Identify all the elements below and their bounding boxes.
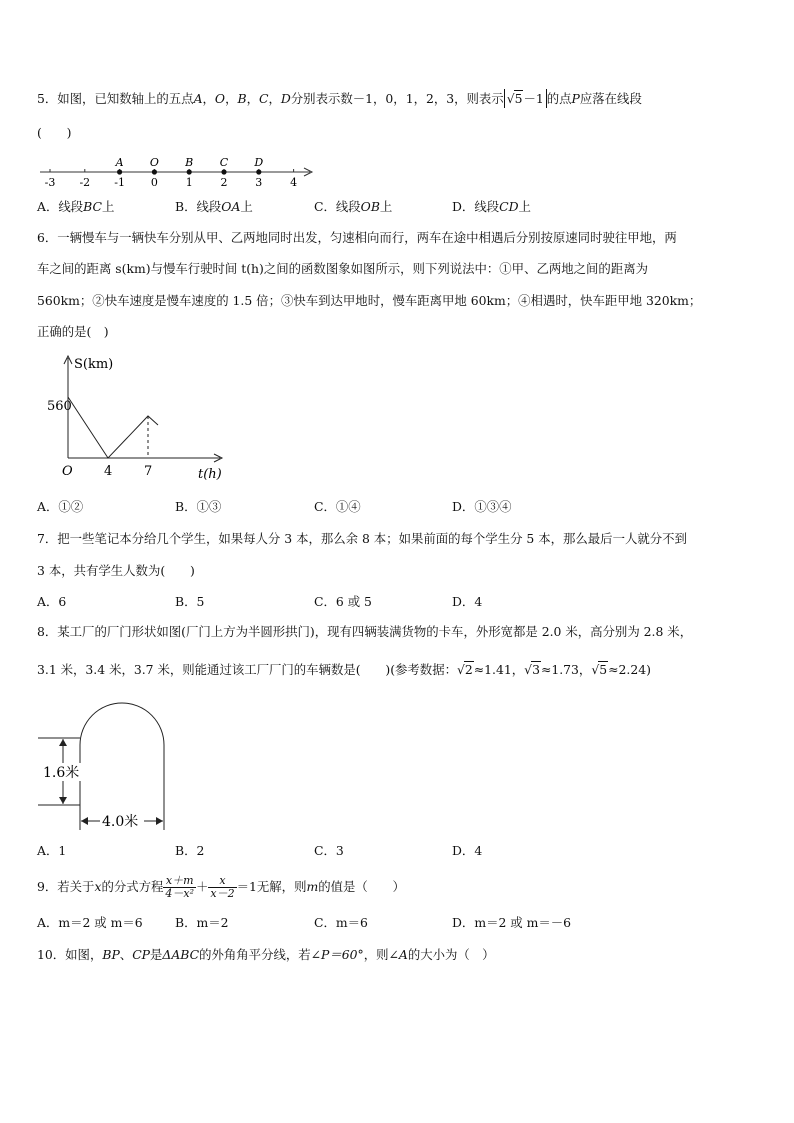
q6-graph-xtick-7: 7 [144, 464, 153, 479]
q9-fraction-2: $\frac{x}{x-2}$ [210, 874, 235, 900]
q8-height-label: 1.6米 [43, 765, 80, 781]
q5-number-line [36, 155, 316, 191]
q9-option-b[interactable]: B．m＝2 [175, 915, 229, 930]
q6-graph-xlabel: t(h) [198, 467, 222, 482]
number-line-point-label: C [219, 156, 229, 169]
number-line-tick-label: 0 [150, 176, 158, 189]
q8-stem-line2: 3.1 米，3.4 米，3.7 米，则能通过该工厂厂门的车辆数是( )(参考数据：√2≈1.41，√3≈1.73，√5≈2.24) [37, 662, 651, 677]
q9-fraction-1: $\frac{x+m}{\text{4－x²}}$ [165, 874, 195, 900]
q10-number: 10． [37, 947, 66, 962]
number-line-point [187, 169, 192, 174]
number-line-point [152, 169, 157, 174]
number-line-tick-label: -1 [114, 176, 125, 189]
q8-stem-line1: 8．某工厂的厂门形状如图(厂门上方为半圆形拱门)，现有四辆装满货物的卡车，外形宽都是 2.0 米，高分别为 2.8 米， [37, 624, 693, 639]
q5-option-a[interactable]: A．线段BC上 [37, 199, 115, 214]
q8-number: 8． [37, 624, 58, 639]
q6-graph-xtick-4: 4 [104, 464, 113, 479]
q5-option-d[interactable]: D．线段CD上 [452, 199, 531, 214]
q8-option-c[interactable]: C．3 [314, 843, 344, 858]
q6-graph-ylabel: S(km) [74, 357, 114, 372]
number-line-tick-label: -2 [79, 176, 91, 189]
q9-number: 9． [37, 879, 58, 894]
q9-option-c[interactable]: C．m＝6 [314, 915, 368, 930]
q6-stem-line3: 560km；②快车速度是慢车速度的 1.5 倍；③快车到达甲地时，慢车距离甲地 60km；④相遇时，快车距甲地 320km； [37, 293, 702, 308]
q8-options [37, 843, 757, 859]
number-line-point [117, 169, 122, 174]
q6-option-c[interactable]: C．①④ [314, 499, 361, 514]
q9-options [37, 915, 757, 931]
q6-stem-line1: 6．一辆慢车与一辆快车分别从甲、乙两地同时出发，匀速相向而行，两车在途中相遇后分别按原速同时驶往甲地，两 [37, 230, 677, 245]
q9-stem: 9．若关于x的分式方程 $\frac{x+m}{\text{4－x²}}$ ＋ $\frac{x}{x-2}$ ＝1无解，则m的值是（ ） [37, 874, 405, 900]
q8-gate-outline [80, 703, 164, 805]
number-line-tick-label: 3 [255, 176, 263, 189]
q5-answer-paren: ( ) [37, 125, 72, 140]
q5-options [37, 199, 757, 215]
q6-stem-line2: 车之间的距离 s(km)与慢车行驶时间 t(h)之间的函数图象如图所示，则下列说法中：①甲、乙两地之间的距离为 [37, 261, 648, 276]
q7-option-b[interactable]: B．5 [175, 594, 205, 609]
q6-option-a[interactable]: A．①② [37, 499, 84, 514]
number-line-tick-label: 4 [290, 176, 298, 189]
q7-option-d[interactable]: D．4 [452, 594, 483, 609]
number-line-point-label: O [149, 156, 159, 169]
q5-stem: 5．如图，已知数轴上的五点A，O，B，C，D分别表示数－1，0，1，2，3，则表示 √5－1 的点P应落在线段 [37, 91, 642, 106]
number-line-tick-label: 2 [220, 176, 228, 189]
q7-number: 7． [37, 531, 58, 546]
number-line-point-label: D [254, 156, 264, 169]
number-line-point [221, 169, 226, 174]
q6-graph-origin: O [62, 464, 73, 479]
q9-option-a[interactable]: A．m＝2 或 m＝6 [37, 915, 143, 930]
q5-abs-expression: √5－1 [504, 89, 547, 108]
q6-distance-time-graph [40, 350, 230, 485]
q8-option-b[interactable]: B．2 [175, 843, 205, 858]
q5-number: 5． [37, 91, 58, 106]
number-line-point-label: A [115, 156, 124, 169]
q6-option-b[interactable]: B．①③ [175, 499, 222, 514]
q7-option-c[interactable]: C．6 或 5 [314, 594, 372, 609]
q8-option-d[interactable]: D．4 [452, 843, 483, 858]
q6-stem-line4: 正确的是( ) [37, 324, 109, 339]
q8-gate-figure [38, 690, 178, 835]
q7-options [37, 594, 757, 610]
q6-number: 6． [37, 230, 58, 245]
number-line-tick-label: 1 [185, 176, 193, 189]
q7-stem-line2: 3 本，共有学生人数为( ) [37, 563, 195, 578]
q8-option-a[interactable]: A．1 [37, 843, 67, 858]
q5-option-c[interactable]: C．线段OB上 [314, 199, 393, 214]
q6-graph-line [68, 397, 158, 458]
number-line-point [256, 169, 261, 174]
q8-width-label: 4.0米 [102, 814, 139, 830]
number-line-point-label: B [185, 156, 194, 169]
q10-stem: 10．如图，BP、CP是ΔABC的外角角平分线，若∠P＝60°，则∠A的大小为（ ） [37, 947, 495, 962]
q7-stem-line1: 7．把一些笔记本分给几个学生，如果每人分 3 本，那么余 8 本；如果前面的每个学生分 5 本，那么最后一人就分不到 [37, 531, 687, 546]
number-line-tick-label: -3 [44, 176, 56, 189]
q5-option-b[interactable]: B．线段OA上 [175, 199, 253, 214]
q6-options [37, 499, 757, 515]
q6-graph-ytick: 560 [47, 399, 72, 414]
q6-option-d[interactable]: D．①③④ [452, 499, 512, 514]
q9-option-d[interactable]: D．m＝2 或 m＝－6 [452, 915, 572, 930]
q7-option-a[interactable]: A．6 [37, 594, 67, 609]
